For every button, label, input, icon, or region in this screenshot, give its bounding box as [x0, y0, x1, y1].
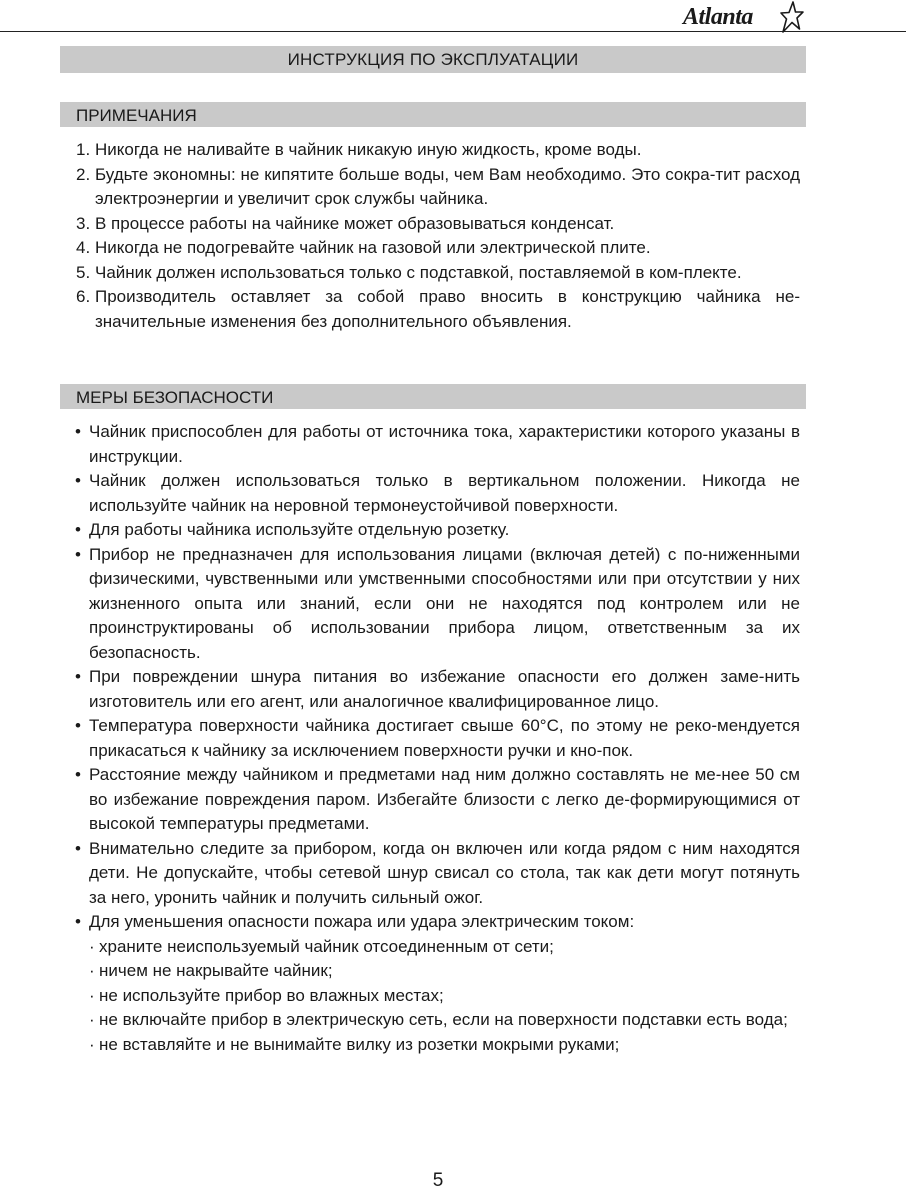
- sub-bullet: ·: [89, 1034, 95, 1054]
- bullet: •: [75, 471, 81, 490]
- document-title: ИНСТРУКЦИЯ ПО ЭКСПЛУАТАЦИИ: [287, 50, 579, 69]
- notes-heading: ПРИМЕЧАНИЯ: [76, 106, 197, 125]
- safety-item: [63, 665, 800, 714]
- fire-subitem-text: не используйте прибор во влажных местах;: [99, 985, 444, 1005]
- note-text: Никогда не наливайте в чайник никакую иную жидкость, кроме воды.: [95, 140, 642, 159]
- safety-text: Внимательно следите за прибором, когда он включен или когда рядом с ним находятся дети. Не допускайте, чтобы сетевой шнур свисал со стола, так как дети могут потянуть за него, уронить чайник и получить сильный ожог.: [89, 838, 800, 907]
- safety-text: Для уменьшения опасности пожара или удара электрическим током:: [89, 912, 635, 931]
- note-text: Никогда не подогревайте чайник на газовой или электрической плите.: [95, 238, 651, 257]
- safety-text: При повреждении шнура питания во избежание опасности его должен заме-нить изготовитель или его агент, или аналогичное квалифицированное лицо.: [89, 667, 800, 711]
- safety-list: [63, 420, 800, 1057]
- bullet: •: [75, 765, 81, 784]
- safety-item: [63, 469, 800, 518]
- fire-subitem: [89, 984, 800, 1009]
- fire-subitem: [89, 1033, 800, 1058]
- safety-text: Для работы чайника используйте отдельную розетку.: [89, 520, 510, 539]
- safety-item: [63, 763, 800, 837]
- bullet: •: [75, 716, 81, 735]
- note-number: 4.: [76, 238, 91, 257]
- note-item: [76, 261, 800, 286]
- note-item: [76, 138, 800, 163]
- bullet: •: [75, 544, 81, 564]
- fire-subitem-text: не вставляйте и не вынимайте вилку из розетки мокрыми руками;: [99, 1034, 620, 1054]
- bullet: •: [75, 912, 81, 931]
- fire-subitem: [89, 1008, 800, 1033]
- note-number: 3.: [76, 213, 91, 233]
- safety-item: [63, 420, 800, 469]
- notes-heading-bar: [60, 102, 806, 127]
- safety-item: [63, 837, 800, 911]
- note-text: Производитель оставляет за собой право вносить в конструкцию чайника не-значительные изменения без дополнительного объявления.: [95, 287, 800, 331]
- bullet: •: [75, 422, 81, 441]
- note-item: [76, 212, 800, 237]
- note-number: 5.: [76, 262, 91, 282]
- note-item: [76, 285, 800, 334]
- safety-heading-bar: [60, 384, 806, 409]
- note-number: 1.: [76, 140, 91, 159]
- safety-heading: МЕРЫ БЕЗОПАСНОСТИ: [76, 388, 274, 407]
- brand-name: Atlanta: [683, 4, 753, 30]
- note-item: [76, 236, 800, 261]
- note-number: 6.: [76, 287, 91, 306]
- safety-item: [63, 518, 800, 543]
- sub-bullet: ·: [89, 1010, 95, 1029]
- safety-text: Чайник должен использоваться только в вертикальном положении. Никогда не используйте чайник на неровной термонеустойчивой поверхности.: [89, 471, 800, 515]
- fire-subitem: [89, 959, 800, 984]
- star-icon: [778, 0, 804, 34]
- safety-item: [63, 543, 800, 666]
- bullet: •: [75, 667, 81, 686]
- note-text: Чайник должен использоваться только с подставкой, поставляемой в ком-плекте.: [95, 262, 742, 282]
- safety-text: Прибор не предназначен для использования лицами (включая детей) с по-ниженными физическими, чувственными или умственными способностями или при отсутствии у них жизненного опыта или знаний, если они не находятся под контролем или не проинструктированы об использовании прибора лицом, ответственным за их безопасность.: [89, 544, 800, 662]
- safety-item-fire: [63, 910, 800, 1057]
- fire-subitem-text: не включайте прибор в электрическую сеть, если на поверхности подставки есть вода;: [99, 1010, 788, 1029]
- notes-list: [76, 138, 800, 334]
- sub-bullet: ·: [89, 936, 95, 956]
- document-title-bar: [60, 46, 806, 73]
- fire-subitem-text: ничем не накрывайте чайник;: [99, 961, 333, 980]
- fire-sublist: [89, 935, 800, 1058]
- fire-subitem: [89, 935, 800, 960]
- safety-text: Расстояние между чайником и предметами над ним должно составлять не ме-нее 50 см во избежание повреждения паром. Избегайте близости с легко де-формирующимися от высокой температуры предметами.: [89, 765, 800, 833]
- fire-subitem-text: храните неиспользуемый чайник отсоединенным от сети;: [99, 936, 554, 956]
- safety-item: [63, 714, 800, 763]
- note-text: Будьте экономны: не кипятите больше воды, чем Вам необходимо. Это сокра-тит расход электроэнергии и увеличит срок службы чайника.: [95, 164, 800, 208]
- sub-bullet: ·: [89, 985, 95, 1005]
- safety-text: Чайник приспособлен для работы от источника тока, характеристики которого указаны в инструкции.: [89, 422, 800, 466]
- note-item: [76, 163, 800, 212]
- brand-logo: [683, 0, 805, 36]
- safety-text: Температура поверхности чайника достигает свыше 60°С, по этому не реко-мендуется прикасаться к чайнику за исключением поверхности ручки и кно-пок.: [89, 716, 800, 760]
- note-number: 2.: [76, 164, 91, 184]
- bullet: •: [75, 838, 81, 858]
- sub-bullet: ·: [89, 961, 95, 980]
- page-number: 5: [432, 1170, 444, 1191]
- bullet: •: [75, 520, 81, 539]
- note-text: В процессе работы на чайнике может образовываться конденсат.: [95, 213, 615, 233]
